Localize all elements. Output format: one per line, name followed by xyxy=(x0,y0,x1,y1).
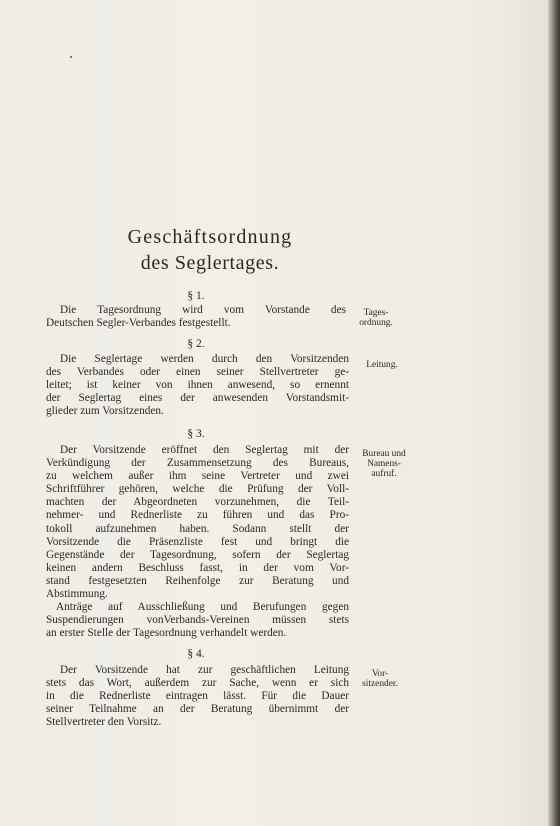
text-line: Stellvertreter den Vorsitz. xyxy=(46,716,162,729)
text-line: stand festgesetzten Reihenfolge zur Beratung und xyxy=(46,574,349,587)
section-4-text xyxy=(46,664,349,729)
text-line: Deutschen Segler-Verbandes festgestellt. xyxy=(46,317,231,330)
text-line: nehmer- und Rednerliste zu führen und das Pro- xyxy=(46,509,349,522)
page-title: Geschäftsordnung xyxy=(127,226,293,248)
margin-note-section-3 xyxy=(352,449,416,479)
margin-note-line: aufruf. xyxy=(371,469,397,479)
section-3-number: § 3. xyxy=(187,428,205,440)
text-line: des Verbandes oder einen seiner Stellvertreter ge- xyxy=(46,366,349,379)
margin-note-line: Vor- xyxy=(371,669,389,679)
margin-note-line: Namens- xyxy=(367,459,401,469)
text-line: in die Rednerliste eintragen lässt. Für die Dauer xyxy=(46,690,349,703)
text-line: Die Seglertage werden durch den Vorsitzenden xyxy=(60,353,349,365)
section-2-text xyxy=(46,353,349,418)
text-line: seiner Teilnahme an der Beratung übernimmt der xyxy=(46,703,349,716)
margin-note-line: sitzender. xyxy=(362,679,398,689)
section-1-text xyxy=(46,304,346,330)
text-line: Der Vorsitzende hat zur geschäftlichen Leitung xyxy=(60,664,349,676)
text-line: Verkündigung der Zusammensetzung des Bureaus, xyxy=(46,457,349,470)
text-line: leitet; ist keiner von ihnen anwesend, so ernennt xyxy=(46,379,349,392)
text-line: der Seglertag eines der anwesenden Vorstandsmit- xyxy=(46,392,349,405)
margin-note-line: Leitung. xyxy=(366,360,398,370)
text-line: glieder zum Vorsitzenden. xyxy=(46,405,164,418)
margin-note-line: ordnung. xyxy=(359,318,393,328)
text-line: Der Vorsitzende eröffnet den Seglertag mit der xyxy=(60,444,349,456)
book-spine-edge xyxy=(548,0,560,826)
text-line: Schriftführer gehören, welche die Prüfung der Voll- xyxy=(46,483,349,496)
section-4-number: § 4. xyxy=(187,648,205,660)
section-1-number: § 1. xyxy=(187,290,205,302)
page-subtitle: des Seglertages. xyxy=(140,252,280,274)
text-line: Abstimmung. xyxy=(46,588,108,601)
text-line: zu welchem außer ihm seine Vertreter und zwei xyxy=(46,470,349,483)
section-2-number: § 2. xyxy=(187,338,205,350)
text-line: tokoll aufzunehmen haben. Sodann stellt der xyxy=(46,522,349,535)
text-line: Vorsitzende die Präsenzliste fest und bringt die xyxy=(46,535,349,548)
text-line: machten der Abgeordneten vorzunehmen, die Teil- xyxy=(46,496,349,509)
margin-note-line: Tages- xyxy=(363,308,389,318)
margin-note-section-1 xyxy=(350,308,402,328)
section-3-text xyxy=(46,444,349,640)
margin-note-section-2 xyxy=(354,360,410,370)
ink-speck xyxy=(70,56,72,58)
text-line: Suspendierungen vonVerbands-Vereinen müssen stets xyxy=(46,614,349,627)
margin-note-section-4 xyxy=(352,669,408,689)
text-line: Die Tagesordnung wird vom Vorstande des xyxy=(60,304,346,316)
text-line: Gegenstände der Tagesordnung, sofern der Seglertag xyxy=(46,548,349,561)
text-line: keinen andern Beschluss fasst, in der vom Vor- xyxy=(46,561,349,574)
text-line: Anträge auf Ausschließung und Berufungen gegen xyxy=(56,601,349,614)
text-line: an erster Stelle der Tagesordnung verhandelt werden. xyxy=(46,627,287,640)
text-line: stets das Wort, außerdem zur Sache, wenn er sich xyxy=(46,677,349,690)
margin-note-line: Bureau und xyxy=(362,449,406,459)
